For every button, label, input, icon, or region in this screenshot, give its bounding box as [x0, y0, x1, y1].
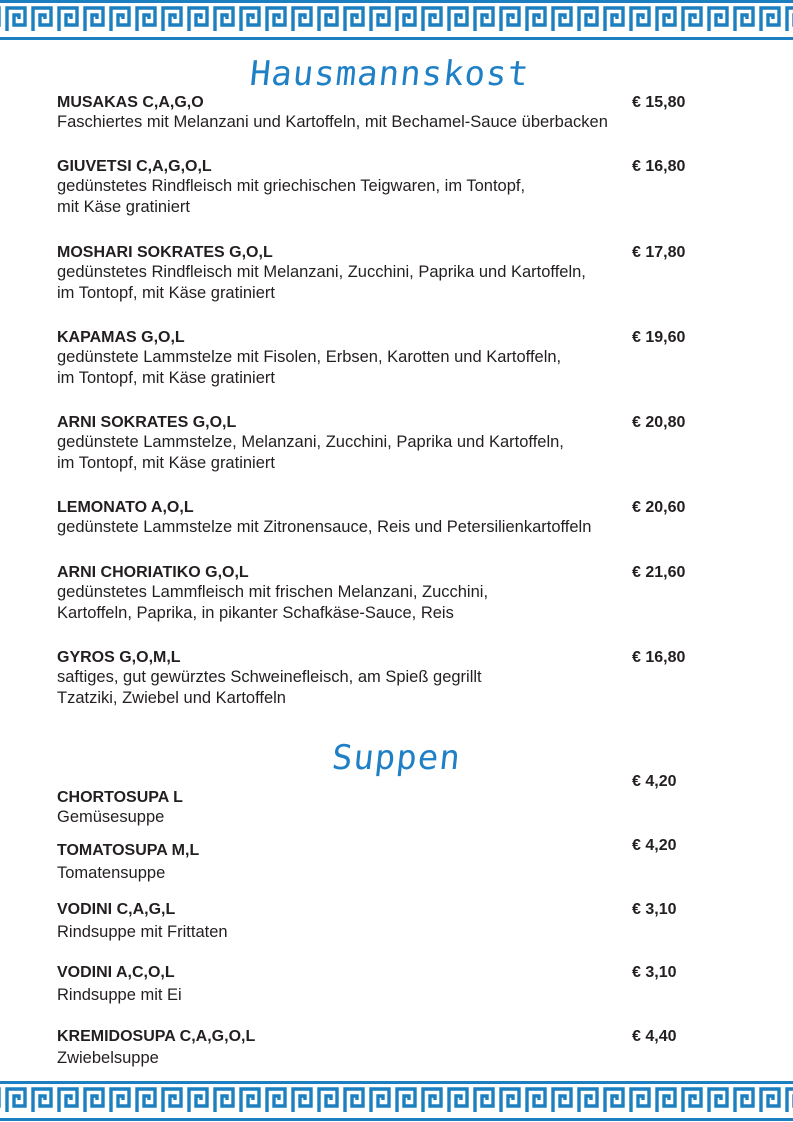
item-description: Tomatensuppe [57, 864, 166, 882]
item-name: TOMATOSUPA M,L [57, 842, 200, 859]
greek-key-border-top [0, 0, 793, 40]
item-description: Rindsuppe mit Frittaten [57, 923, 228, 941]
item-price: € 4,20 [632, 773, 677, 790]
menu-item-vodini-cagl [57, 900, 737, 943]
menu-item-tomatosupa [57, 837, 737, 884]
item-description: Faschiertes mit Melanzani und Kartoffeln, mit Bechamel-Sauce überbacken [57, 113, 608, 131]
menu-item-giuvetsi [57, 157, 737, 218]
item-price: € 16,80 [632, 649, 686, 666]
item-name: GYROS G,O,M,L [57, 649, 181, 666]
item-name: KREMIDOSUPA C,A,G,O,L [57, 1028, 256, 1045]
menu-item-chortosupa [57, 773, 737, 828]
item-description: Rindsuppe mit Ei [57, 986, 182, 1004]
item-name: GIUVETSI C,A,G,O,L [57, 158, 212, 175]
menu-item-moshari-sokrates [57, 243, 737, 304]
section-title-hausmannskost: Hausmannskost [247, 54, 532, 94]
item-description: Gemüsesuppe [57, 808, 165, 826]
menu-item-gyros [57, 648, 737, 709]
item-name: MUSAKAS C,A,G,O [57, 94, 204, 111]
item-description: gedünstete Lammstelze mit Zitronensauce, Reis und Petersilienkartoffeln [57, 518, 592, 536]
item-description: saftiges, gut gewürztes Schweinefleisch, am Spieß gegrillt Tzatziki, Zwiebel und Kartoffeln [57, 668, 482, 707]
item-name: ARNI SOKRATES G,O,L [57, 414, 237, 431]
item-price: € 3,10 [632, 964, 677, 981]
item-description: gedünstetes Lammfleisch mit frischen Melanzani, Zucchini, Kartoffeln, Paprika, in pikanter Schafkäse-Sauce, Reis [57, 583, 489, 622]
menu-item-arni-sokrates [57, 413, 737, 474]
greek-key-border-bottom [0, 1081, 793, 1121]
item-price: € 21,60 [632, 564, 686, 581]
menu-item-vodini-acol [57, 963, 737, 1006]
item-price: € 19,60 [632, 329, 686, 346]
item-price: € 16,80 [632, 158, 686, 175]
item-price: € 3,10 [632, 901, 677, 918]
item-description: Zwiebelsuppe [57, 1049, 159, 1067]
section-title-suppen: Suppen [329, 738, 463, 778]
item-price: € 15,80 [632, 94, 686, 111]
item-price: € 20,80 [632, 414, 686, 431]
menu-item-arni-choriatiko [57, 563, 737, 624]
item-price: € 20,60 [632, 499, 686, 516]
item-name: VODINI C,A,G,L [57, 901, 176, 918]
item-name: ARNI CHORIATIKO G,O,L [57, 564, 249, 581]
item-description: gedünstetes Rindfleisch mit griechischen Teigwaren, im Tontopf, mit Käse gratiniert [57, 177, 526, 216]
menu-item-kapamas [57, 328, 737, 389]
menu-item-lemonato [57, 498, 737, 538]
item-description: gedünstete Lammstelze mit Fisolen, Erbsen, Karotten und Kartoffeln, im Tontopf, mit Käse gratiniert [57, 348, 562, 387]
item-name: MOSHARI SOKRATES G,O,L [57, 244, 273, 261]
item-price: € 4,20 [632, 837, 677, 854]
item-name: CHORTOSUPA L [57, 789, 183, 806]
item-description: gedünstete Lammstelze, Melanzani, Zucchini, Paprika und Kartoffeln, im Tontopf, mit Käse gratiniert [57, 433, 564, 472]
item-price: € 17,80 [632, 244, 686, 261]
menu-item-kremidosupa [57, 1027, 737, 1069]
item-name: KAPAMAS G,O,L [57, 329, 185, 346]
menu-item-musakas [57, 93, 737, 133]
item-name: LEMONATO A,O,L [57, 499, 194, 516]
item-price: € 4,40 [632, 1028, 677, 1045]
item-description: gedünstetes Rindfleisch mit Melanzani, Zucchini, Paprika und Kartoffeln, im Tontopf, mit Käse gratiniert [57, 263, 586, 302]
item-name: VODINI A,C,O,L [57, 964, 175, 981]
